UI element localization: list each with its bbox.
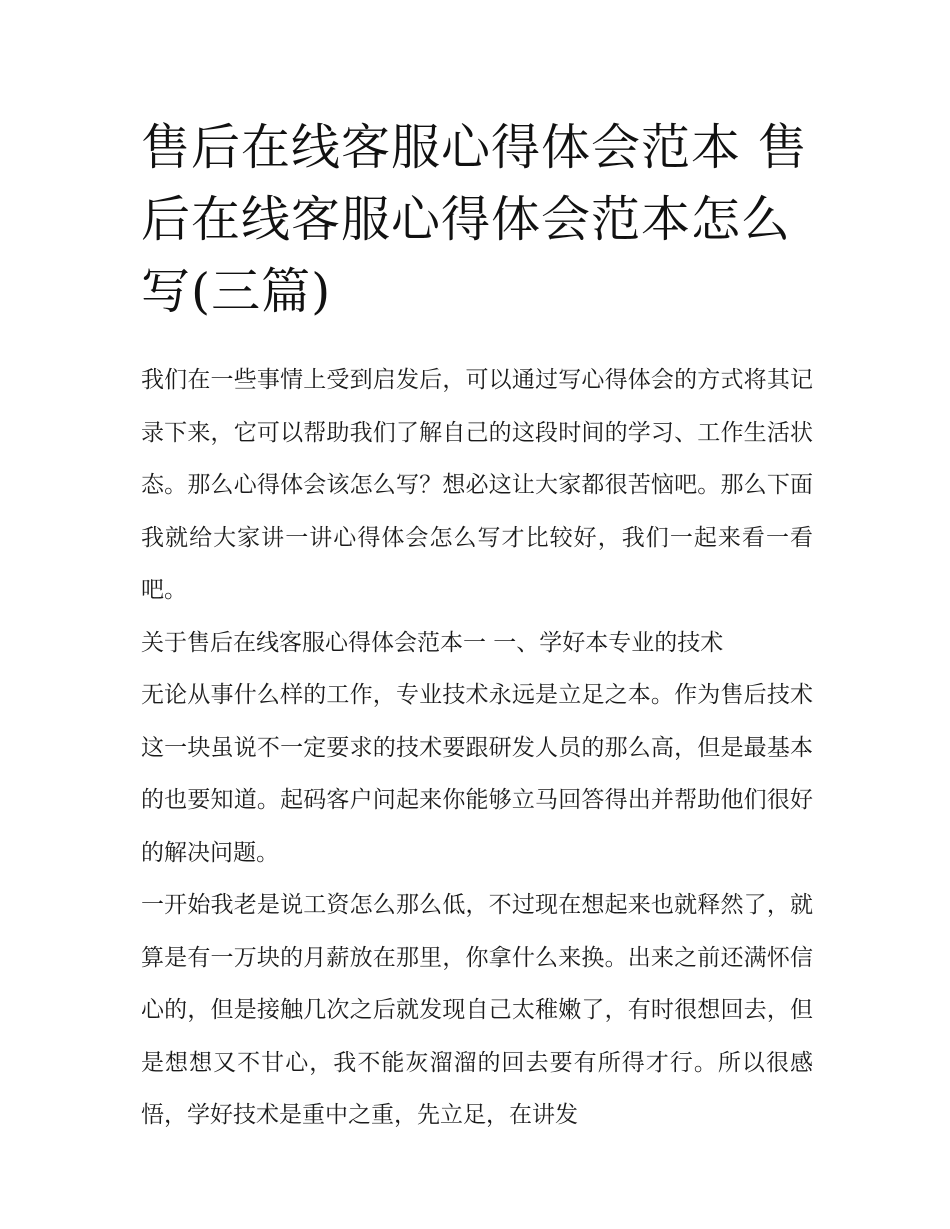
body-paragraph: 一开始我老是说工资怎么那么低，不过现在想起来也就释然了，就算是有一万块的月薪放在那里，你拿什么来换。出来之前还满怀信心的，但是接触几次之后就发现自己太稚嫩了，有时很想回去，但是想想又不甘心，我不能灰溜溜的回去要有所得才行。所以很感悟，学好技术是重中之重，先立足，在讲发	[141, 892, 813, 1128]
section-heading: 关于售后在线客服心得体会范本一 一、学好本专业的技术	[141, 629, 724, 656]
document-body	[141, 354, 813, 1142]
document-title: 售后在线客服心得体会范本 售后在线客服心得体会范本怎么写(三篇)	[141, 119, 808, 320]
document-page	[141, 112, 813, 1142]
body-paragraph: 无论从事什么样的工作，专业技术永远是立足之本。作为售后技术这一块虽说不一定要求的技术要跟研发人员的那么高，但是最基本的也要知道。起码客户问起来你能够立马回答得出并帮助他们很好的解决问题。	[141, 682, 813, 866]
intro-paragraph: 我们在一些事情上受到启发后，可以通过写心得体会的方式将其记录下来，它可以帮助我们了解自己的这段时间的学习、工作生活状态。那么心得体会该怎么写？想必这让大家都很苦恼吧。那么下面我就给大家讲一讲心得体会怎么写才比较好，我们一起来看一看吧。	[141, 367, 813, 603]
